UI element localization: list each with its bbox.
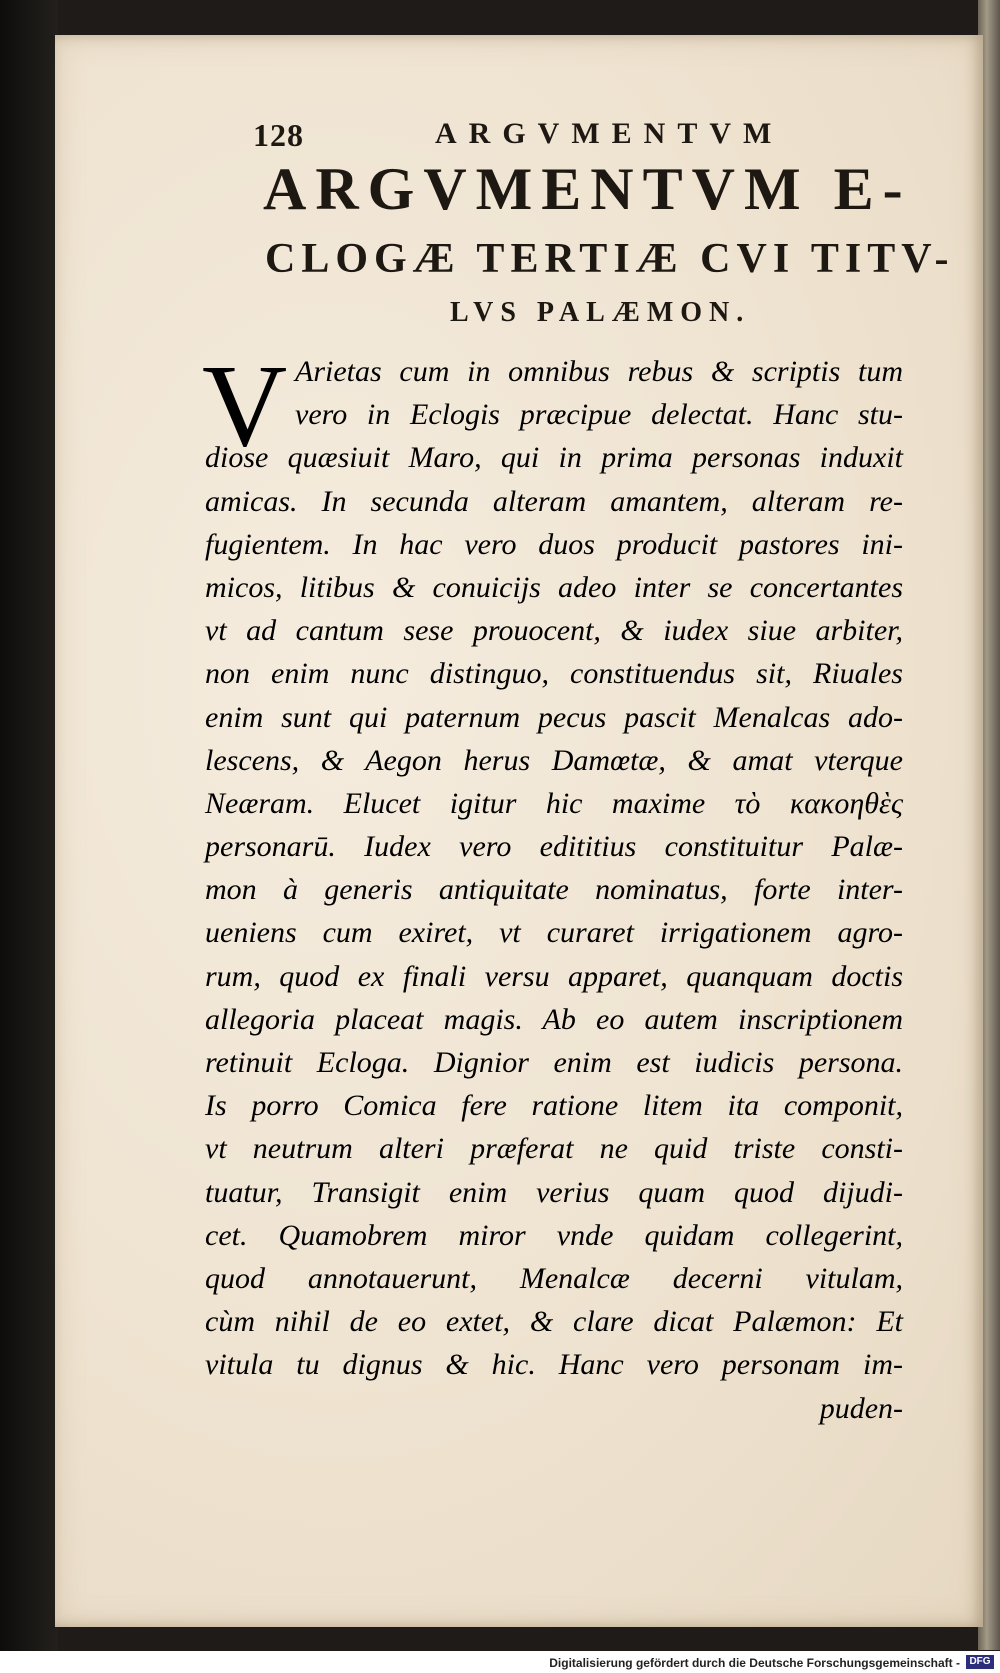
text-line: quod annotauerunt, Menalcæ decerni vitulam, xyxy=(205,1261,903,1295)
text-line: allegoria placeat magis. Ab eo autem inscriptionem xyxy=(205,1002,903,1036)
title-line-2: CLOGÆ TERTIÆ CVI TITV- xyxy=(265,236,955,282)
text-line: vt neutrum alteri præferat ne quid triste consti- xyxy=(205,1132,903,1166)
text-line: Arietas cum in omnibus rebus & scriptis tum xyxy=(295,355,903,388)
running-head: ARGVMENTVM xyxy=(435,117,784,150)
body-text xyxy=(205,350,903,1430)
text-line: vero in Eclogis præcipue delectat. Hanc stu- xyxy=(295,398,903,432)
text-line: diose quæsiuit Maro, qui in prima personas induxit xyxy=(205,441,903,475)
text-line: amicas. In secunda alteram amantem, alteram re- xyxy=(205,484,903,518)
page-number: 128 xyxy=(253,117,304,153)
title-line-1: ARGVMENTVM E- xyxy=(263,156,912,222)
text-line: lescens, & Aegon herus Damœtæ, & amat vterque xyxy=(205,743,903,777)
text-line: micos, litibus & conuicijs adeo inter se concertantes xyxy=(205,570,903,604)
text-line: enim sunt qui paternum pecus pascit Menalcas ado- xyxy=(205,700,903,734)
catchword: puden- xyxy=(819,1391,903,1425)
text-line: retinuit Ecloga. Dignior enim est iudicis persona. xyxy=(205,1046,903,1079)
text-line: tuatur, Transigit enim verius quam quod dijudi- xyxy=(205,1175,903,1209)
title-line-3: LVS PALÆMON. xyxy=(450,297,751,328)
text-line: rum, quod ex finali versu apparet, quanquam doctis xyxy=(205,959,903,993)
text-line: Neæram. Elucet igitur hic maxime τὸ κακοηθὲς xyxy=(205,786,903,820)
text-line: fugientem. In hac vero duos producit pastores ini- xyxy=(205,527,903,561)
drop-cap: V xyxy=(202,340,288,471)
book-binding-shadow xyxy=(0,0,58,1673)
text-line: ueniens cum exiret, vt curaret irrigationem agro- xyxy=(205,916,903,950)
text-line: vitula tu dignus & hic. Hanc vero personam im- xyxy=(205,1348,903,1382)
text-line: personarū. Iudex vero edititius constituitur Palæ- xyxy=(205,830,903,864)
text-line: cùm nihil de eo extet, & clare dicat Palæmon: Et xyxy=(205,1305,903,1339)
text-line: Is porro Comica fere ratione litem ita componit, xyxy=(205,1089,903,1123)
dfg-logo: DFG xyxy=(966,1655,994,1669)
text-line: non enim nunc distinguo, constituendus sit, Riuales xyxy=(205,657,903,691)
text-line: mon à generis antiquitate nominatus, forte inter- xyxy=(205,873,903,907)
text-line: cet. Quamobrem miror vnde quidam collegerint, xyxy=(205,1218,903,1252)
text-line: vt ad cantum sese prouocent, & iudex siue arbiter, xyxy=(205,614,903,648)
digitization-credit: Digitalisierung gefördert durch die Deutsche Forschungsgemeinschaft - xyxy=(549,1656,960,1670)
